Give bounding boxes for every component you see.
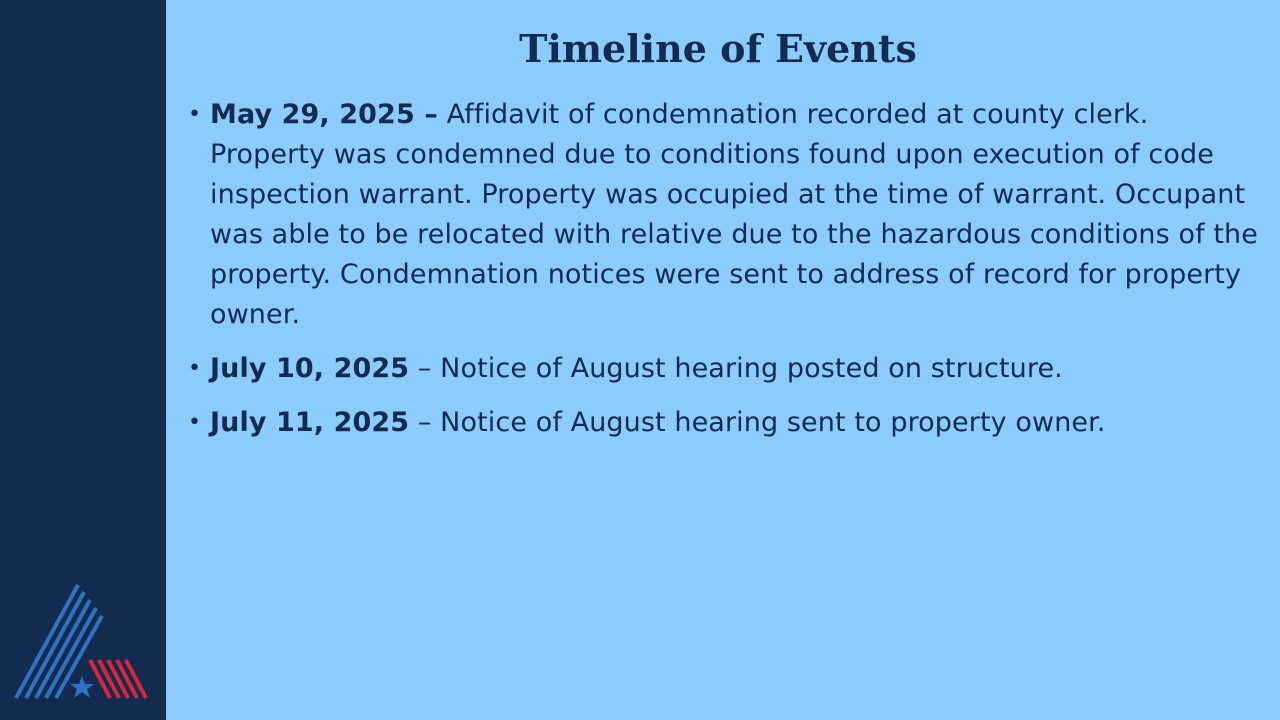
- timeline-list: [184, 95, 1264, 457]
- bullet-icon: •: [188, 356, 202, 381]
- event-description: – Notice of August hearing posted on structure.: [409, 353, 1063, 384]
- event-date: May 29, 2025 –: [210, 99, 438, 130]
- slide-title: Timeline of Events: [519, 26, 917, 71]
- star-icon: [70, 676, 94, 698]
- bullet-icon: •: [188, 102, 202, 127]
- event-date: July 10, 2025: [210, 353, 410, 384]
- slide-content: [166, 0, 1280, 720]
- sidebar: [0, 0, 166, 720]
- event-description: – Notice of August hearing sent to property owner.: [409, 407, 1106, 438]
- list-item: [184, 349, 1264, 389]
- event-description: Affidavit of condemnation recorded at county clerk. Property was condemned due to conditions found upon execution of code inspection warrant. Property was occupied at the time of warrant. Occupant was able to be relocated with relative due to the hazardous conditions of the property. Condemnation notices were sent to address of record for property owner.: [210, 99, 1258, 330]
- organization-logo: [10, 580, 155, 705]
- list-item: [184, 95, 1264, 335]
- list-item: [184, 403, 1264, 443]
- bullet-icon: •: [188, 410, 202, 435]
- event-date: July 11, 2025: [210, 407, 410, 438]
